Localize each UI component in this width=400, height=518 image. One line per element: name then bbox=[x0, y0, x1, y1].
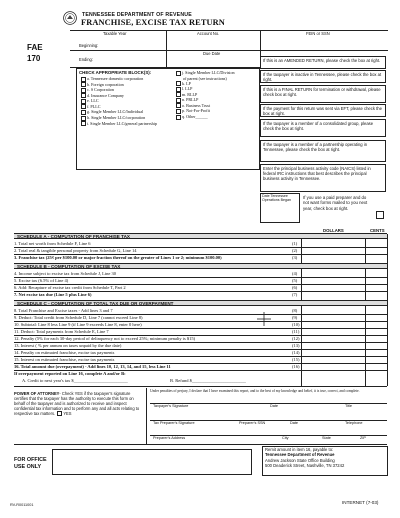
form-id: RV-R0011001 bbox=[10, 503, 34, 507]
line-6: 6. Add: Recapture of excise tax credit from Schedule T, Part 2 bbox=[14, 285, 126, 290]
entity-option-f[interactable]: f. PLLC bbox=[80, 104, 172, 110]
prep-date-label: Date bbox=[290, 421, 299, 425]
amended-return-box[interactable]: If this is an AMENDED RETURN, please check the box at right. bbox=[260, 56, 386, 69]
entity-option-j[interactable]: j. Single Member LLC/Division bbox=[175, 70, 259, 76]
city-label: City bbox=[282, 436, 289, 440]
line-13: 13. Interest ( % per annum on taxes unpaid by the due date) bbox=[14, 343, 122, 348]
line-9: 9. Deduct: Total credit from Schedule D, Line 7 (cannot exceed Line 8) bbox=[14, 315, 143, 320]
credit-line[interactable]: A. Credit to next year's tax $________________________ bbox=[22, 378, 128, 383]
line-15: 15. Interest on estimated franchise, excise tax payments bbox=[14, 357, 115, 362]
state-seal bbox=[63, 11, 77, 25]
zip-label: ZIP bbox=[360, 436, 366, 440]
ending-label: Ending: bbox=[79, 57, 93, 62]
form-number: 170 bbox=[27, 54, 41, 63]
entity-option-i[interactable]: i. Single Member LLC/general partnership bbox=[80, 121, 172, 127]
line-16: 16. Total amount due (overpayment) - Add lines 10, 12, 13, 14, and 15, less Line 11 bbox=[14, 364, 171, 369]
entity-option-q[interactable]: q. Other______ bbox=[175, 114, 259, 120]
entity-option-h[interactable]: h. Single Member LLC/corporation bbox=[80, 115, 172, 121]
schedule-c-header: SCHEDULE C - COMPUTATION OF TOTAL TAX DUE OR OVERPAYMENT bbox=[14, 300, 387, 306]
refund-line[interactable]: B. Refund $________________________ bbox=[170, 378, 246, 383]
entity-option-d[interactable]: d. Insurance Company bbox=[80, 93, 172, 99]
schedule-b-header: SCHEDULE B - COMPUTATION OF EXCISE TAX bbox=[14, 263, 387, 269]
title-label: Title bbox=[345, 404, 353, 408]
office-use-box bbox=[52, 449, 252, 475]
taxpayer-signature-label: Taxpayer's Signature bbox=[153, 404, 189, 408]
line-1: 1. Total net worth from Schedule F, Line 6 bbox=[14, 241, 91, 246]
beginning-label: Beginning: bbox=[79, 43, 99, 48]
form-code: FAE bbox=[27, 43, 43, 52]
perjury-statement: Under penalties of perjury, I declare that I have examined this report, and to the best of my knowledge and belief, it is true, correct, and complete. bbox=[150, 389, 360, 393]
entity-option-o[interactable]: o. Business Trust bbox=[175, 103, 259, 109]
line-7: 7. Net excise tax due (Line 5 plus Line 6) bbox=[14, 292, 92, 297]
cents-header: CENTS bbox=[370, 228, 385, 233]
line-arrow-icon bbox=[257, 312, 271, 326]
line-14: 14. Penalty on estimated franchise, excise tax payments bbox=[14, 350, 115, 355]
preparer-address-label: Preparer's Address bbox=[153, 436, 186, 440]
entity-option-e[interactable]: e. LLC bbox=[80, 98, 172, 104]
preparer-note: If you use a paid preparer and do not want forms mailed to you next year, check box at right. bbox=[303, 195, 368, 211]
eft-box[interactable]: If the payment for this return was sent via EFT, please check the box at right. bbox=[260, 104, 386, 117]
partnership-box[interactable]: If the taxpayer is a member of a partnership operating in Tennessee, please check the box at right. bbox=[260, 140, 386, 162]
overpayment-note: If overpayment reported on Line 16, complete A and/or B: bbox=[14, 371, 126, 376]
state-label: State bbox=[322, 436, 331, 440]
line-4: 4. Income subject to excise tax from Schedule J, Line 30 bbox=[14, 271, 116, 276]
remit-text: Remit amount in item 16, payable to: Tennessee Department of Revenue Andrew Jackson State Office Building 500 Deaderick Street, Nashville, TN 37242 bbox=[265, 447, 345, 469]
check-block-title: CHECK APPROPRIATE BLOCK(S): bbox=[79, 70, 152, 75]
office-use-label: FOR OFFICE USE ONLY bbox=[14, 457, 47, 470]
department-name: TENNESSEE DEPARTMENT OF REVENUE bbox=[82, 12, 192, 18]
line-11: 11. Deduct: Total payments from Schedule E, Line 7 bbox=[14, 329, 109, 334]
yes-checkbox[interactable] bbox=[57, 411, 62, 416]
consolidated-box[interactable]: If the taxpayer is a member of a consolidated group, please check the box at right. bbox=[260, 119, 386, 137]
entity-option-p[interactable]: p. Not-For-Profit bbox=[175, 108, 259, 114]
account-no-label: Account No. bbox=[197, 31, 220, 36]
date-began-label: Date Tennessee Operations Began bbox=[262, 194, 291, 203]
taxable-year-label: Taxable Year bbox=[103, 31, 127, 36]
check-block-right bbox=[175, 70, 259, 120]
line-5: 5. Excise tax (6.5% of Line 4) bbox=[14, 278, 69, 283]
naics-box[interactable]: Enter the principal business activity code (NAICS) listed in federal IRC instructions that best describes the principal business activity in Tennessee. bbox=[260, 164, 386, 192]
dollars-header: DOLLARS bbox=[323, 228, 344, 233]
line-3: 3. Franchise tax (25¢ per $100.00 or major fraction thereof on the greater of Lines 1 or 2; minimum $100.00) bbox=[14, 255, 222, 260]
inactive-box[interactable]: If the taxpayer is inactive in Tennessee, please check the box at right. bbox=[260, 70, 386, 83]
form-title: FRANCHISE, EXCISE TAX RETURN bbox=[81, 18, 225, 27]
line-8: 8. Total Franchise and Excise taxes - Add lines 3 and 7 bbox=[14, 308, 113, 313]
entity-option-g[interactable]: g. Single Member LLC/Individual bbox=[80, 109, 172, 115]
sig-date-label: Date bbox=[270, 404, 279, 408]
check-block-left bbox=[80, 76, 172, 126]
preparer-signature-label: Tax Preparer's Signature bbox=[153, 421, 195, 425]
telephone-label: Telephone bbox=[345, 421, 363, 425]
entity-option-a[interactable]: a. Tennessee domestic corporation bbox=[80, 76, 172, 82]
line-12: 12. Penalty (5% for each 30-day period of delinquency not to exceed 25%; minimum penalty is $15) bbox=[14, 336, 196, 341]
internet-version: INTERNET (7-03) bbox=[342, 500, 379, 505]
entity-option-l[interactable]: l. LLP bbox=[175, 86, 259, 92]
entity-option-n[interactable]: n. PRLLP bbox=[175, 97, 259, 103]
fein-label: FEIN or SSN bbox=[306, 31, 330, 36]
line-2: 2. Total real & tangible personal property from Schedule G, Line 14 bbox=[14, 248, 137, 253]
entity-option-m[interactable]: m. RLLP bbox=[175, 92, 259, 98]
preparer-checkbox[interactable] bbox=[376, 211, 384, 219]
due-date-label: Due Date bbox=[203, 51, 221, 56]
entity-option-c[interactable]: c. S Corporation bbox=[80, 87, 172, 93]
final-return-box[interactable]: If this is a FINAL RETURN for termination or withdrawal, please check box at right. bbox=[260, 85, 386, 103]
entity-option-j-note: of parent (see instructions) bbox=[183, 75, 227, 81]
entity-option-b[interactable]: b. Foreign corporation bbox=[80, 82, 172, 88]
power-of-attorney: POWER OF ATTORNEY- Check YES if the taxpayer's signature certifies that the taxpayer has the authority to execute this form on behalf of the taxpayer and is authorized to receive and inspect confidential tax information and to perform any and all acts relating to respective tax matters. YES bbox=[14, 391, 140, 416]
line-10: 10. Subtotal: Line 8 less Line 9 (if Line 9 exceeds Line 8, enter 0 here) bbox=[14, 322, 142, 327]
schedule-a-header: SCHEDULE A - COMPUTATION OF FRANCHISE TAX bbox=[14, 233, 387, 239]
entity-option-k[interactable]: k. LP bbox=[175, 81, 259, 87]
preparer-ssn-label: Preparer's SSN bbox=[239, 421, 266, 425]
